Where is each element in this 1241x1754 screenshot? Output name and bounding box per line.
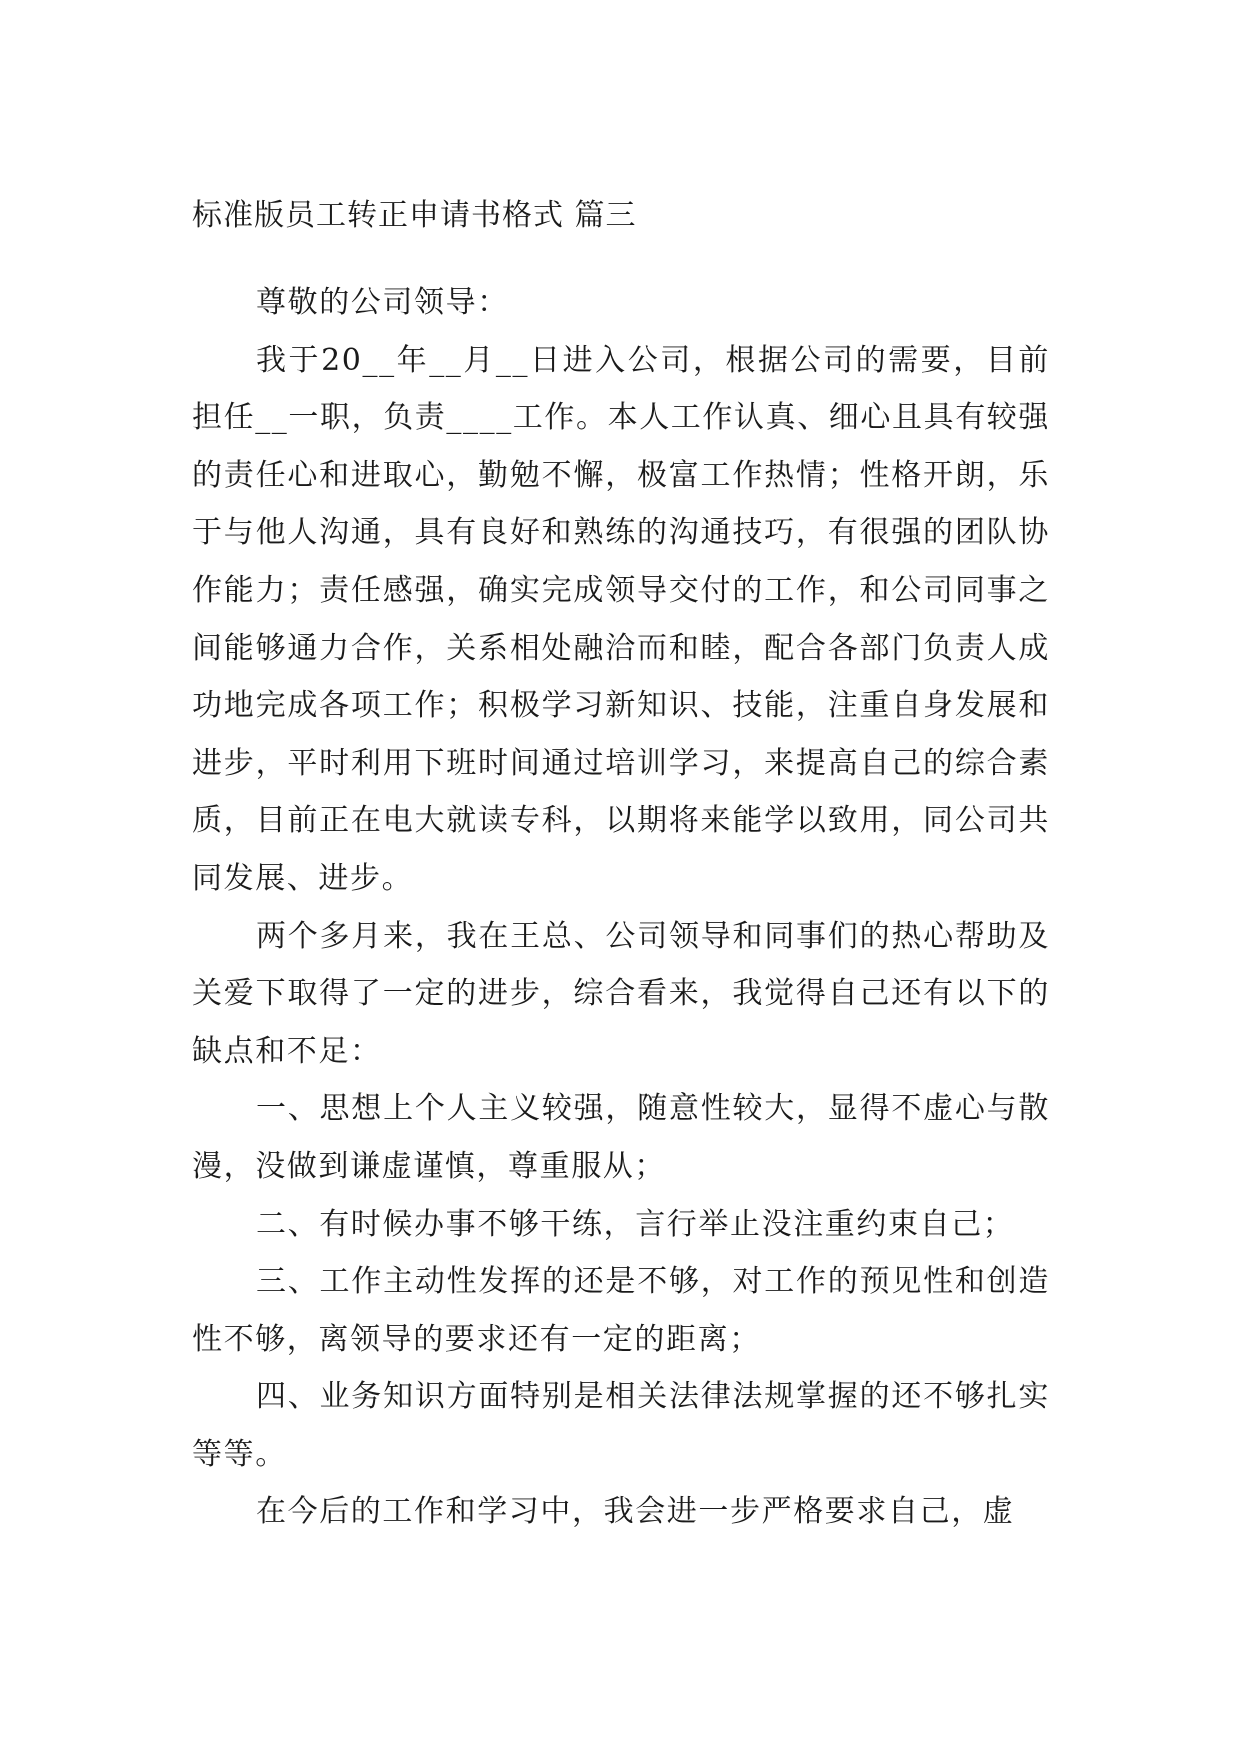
paragraph-shortcomings-intro: 两个多月来，我在王总、公司领导和同事们的热心帮助及关爱下取得了一定的进步，综合看来，我觉得自己还有以下的缺点和不足： [192,918,1050,1069]
document-body [192,274,1050,1541]
shortcoming-item-4: 四、业务知识方面特别是相关法律法规掌握的还不够扎实等等。 [192,1379,1050,1472]
paragraph-intro: 我于20__年__月__日进入公司，根据公司的需要，目前担任__一职，负责____工作。本人工作认真、细心且具有较强的责任心和进取心，勤勉不懈，极富工作热情；性格开朗，乐于与他人沟通，具有良好和熟练的沟通技巧，有很强的团队协作能力；责任感强，确实完成领导交付的工作，和公司同事之间能够通力合作，关系相处融洽而和睦，配合各部门负责人成功地完成各项工作；积极学习新知识、技能，注重自身发展和进步，平时利用下班时间通过培训学习，来提高自己的综合素质，目前正在电大就读专科，以期将来能学以致用，同公司共同发展、进步。 [192,342,1050,896]
document-title: 标准版员工转正申请书格式 篇三 [192,198,637,233]
shortcoming-item-2: 二、有时候办事不够干练，言行举止没注重约束自己； [256,1206,1015,1242]
salutation: 尊敬的公司领导： [256,285,509,320]
paragraph-future: 在今后的工作和学习中，我会进一步严格要求自己，虚 [256,1494,1015,1530]
shortcoming-item-1: 一、思想上个人主义较强，随意性较大，显得不虚心与散漫，没做到谦虚谨慎，尊重服从； [192,1091,1050,1184]
shortcoming-item-3: 三、工作主动性发挥的还是不够，对工作的预见性和创造性不够，离领导的要求还有一定的距离； [192,1264,1050,1357]
